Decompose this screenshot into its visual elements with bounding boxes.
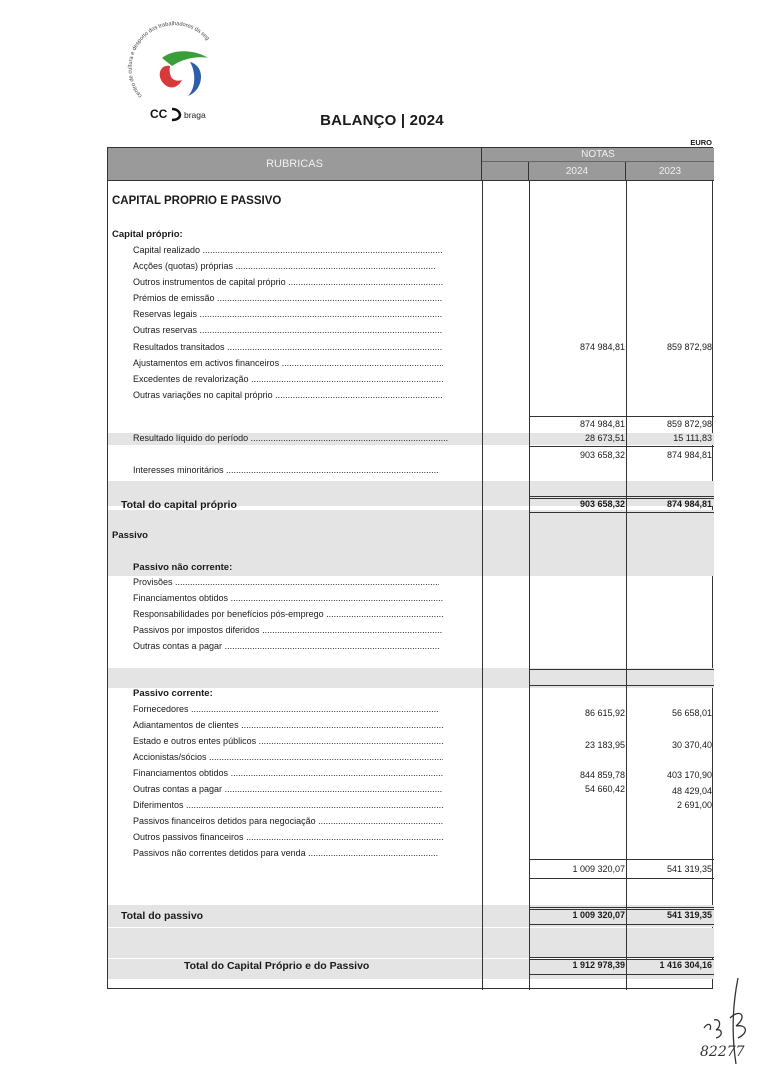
rule: [530, 878, 626, 879]
row-label: Adiantamentos de clientes .....: [133, 720, 443, 730]
row-label: Capital realizado .....: [133, 245, 443, 255]
total-2023: 874 984,81: [666, 499, 712, 509]
value-2023: 15 111,83: [673, 433, 712, 443]
row-label: Outras contas a pagar .....: [133, 784, 443, 794]
total-2023: 541 319,35: [666, 910, 712, 920]
value-2024: 844 859,78: [579, 770, 625, 780]
group-label: Passivo corrente:: [133, 688, 213, 699]
value-2024: 54 660,42: [584, 784, 625, 794]
total-label: Total do passivo: [121, 910, 204, 922]
grand-total-2024: 1 912 978,39: [572, 960, 625, 970]
value-2023: 48 429,04: [671, 786, 712, 796]
row-label: Ajustamentos em activos financeiros .....: [133, 358, 443, 368]
subtotal-2024: 1 009 320,07: [572, 864, 625, 874]
currency-label: EURO: [690, 138, 712, 147]
row-label: Interesses minoritários .....: [133, 465, 439, 475]
row-label: Outras contas a pagar .....: [133, 641, 439, 651]
header-rubricas: RUBRICAS: [108, 148, 482, 180]
row-label: Provisões .....: [133, 577, 439, 587]
logo-text: braga: [184, 110, 206, 120]
rule: [530, 669, 626, 670]
row-label: Financiamentos obtidos .....: [133, 768, 443, 778]
group-label: Passivo não corrente:: [133, 562, 233, 573]
header-year-2023: 2023: [626, 162, 714, 180]
row-label: Passivos financeiros detidos para negociação .....: [133, 816, 443, 826]
shade-band: [108, 928, 714, 958]
row-label: Resultados transitados .....: [133, 342, 443, 352]
svg-text:CC: CC: [150, 107, 168, 121]
rule: [627, 416, 714, 417]
value-2024: 28 673,51: [584, 433, 625, 443]
rule: [530, 859, 626, 860]
rule: [530, 974, 626, 975]
total-label: Total do capital próprio: [121, 499, 237, 511]
subtotal-2023: 541 319,35: [666, 864, 712, 874]
rule: [627, 446, 714, 447]
row-label: Estado e outros entes públicos .....: [133, 736, 443, 746]
header-notas: NOTAS: [482, 148, 714, 162]
row-label: Outros passivos financeiros .....: [133, 832, 443, 842]
total-2024: 1 009 320,07: [572, 910, 625, 920]
section-title: CAPITAL PRÓPRIO E PASSIVO: [112, 195, 282, 207]
grand-total-label: Total do Capital Próprio e do Passivo: [184, 960, 370, 972]
rule: [627, 512, 714, 513]
grand-total-2023: 1 416 304,16: [659, 960, 712, 970]
logo-ring-text: centro de cultura e desporto dos trabalhadores da seg: [127, 21, 211, 99]
rule: [530, 924, 626, 925]
subtotal-2024: 903 658,32: [579, 450, 625, 460]
total-2024: 903 658,32: [579, 499, 625, 509]
row-label: Prémios de emissão .....: [133, 293, 443, 303]
row-label: Financiamentos obtidos .....: [133, 593, 443, 603]
rule: [627, 685, 714, 686]
balance-sheet-table: [107, 147, 713, 989]
row-label: Outras reservas .....: [133, 325, 443, 335]
row-label: Diferimentos .....: [133, 800, 443, 810]
row-label: Excedentes de revalorização .....: [133, 374, 443, 384]
rule: [627, 878, 714, 879]
value-2023: 2 691,00: [676, 800, 712, 810]
rule: [627, 669, 714, 670]
row-label: Fornecedores .....: [133, 704, 439, 714]
document-title: BALANÇO | 2024: [320, 112, 444, 129]
rule: [530, 446, 626, 447]
value-2023: 30 370,40: [671, 740, 712, 750]
group-label: Passivo: [112, 530, 148, 541]
rule: [530, 685, 626, 686]
subtotal-2023: 874 984,81: [666, 450, 712, 460]
row-label: Responsabilidades por benefícios pós-emprego .....: [133, 609, 443, 619]
header-divider: [108, 180, 714, 181]
value-2023: 403 170,90: [666, 770, 712, 780]
row-label: Outros instrumentos de capital próprio .....: [133, 277, 443, 287]
value-2024: 23 183,95: [584, 740, 625, 750]
row-label: Reservas legais .....: [133, 309, 443, 319]
row-label: Accionistas/sócios .....: [133, 752, 443, 762]
row-label: Passivos não correntes detidos para venda .....: [133, 848, 438, 858]
value-2024: 86 615,92: [584, 708, 625, 718]
value-2024: 874 984,81: [579, 342, 625, 352]
rule: [530, 512, 626, 513]
row-label: Passivos por impostos diferidos .....: [133, 625, 443, 635]
value-2023: 859 872,98: [666, 342, 712, 352]
subtotal-2023: 859 872,98: [666, 419, 712, 429]
row-label: Outras variações no capital próprio .....: [133, 390, 443, 400]
value-2023: 56 658,01: [671, 708, 712, 718]
group-label: Capital próprio:: [112, 229, 183, 240]
rule: [530, 416, 626, 417]
header-year-2024: 2024: [529, 162, 626, 180]
header-notes-column: [482, 162, 529, 180]
subtotal-2024: 874 984,81: [579, 419, 625, 429]
row-label: Acções (quotas) próprias .....: [133, 261, 435, 271]
handwritten-number: 82277: [700, 1044, 745, 1060]
rule: [627, 859, 714, 860]
rule: [627, 924, 714, 925]
row-label: Resultado líquido do período .....: [133, 433, 448, 443]
